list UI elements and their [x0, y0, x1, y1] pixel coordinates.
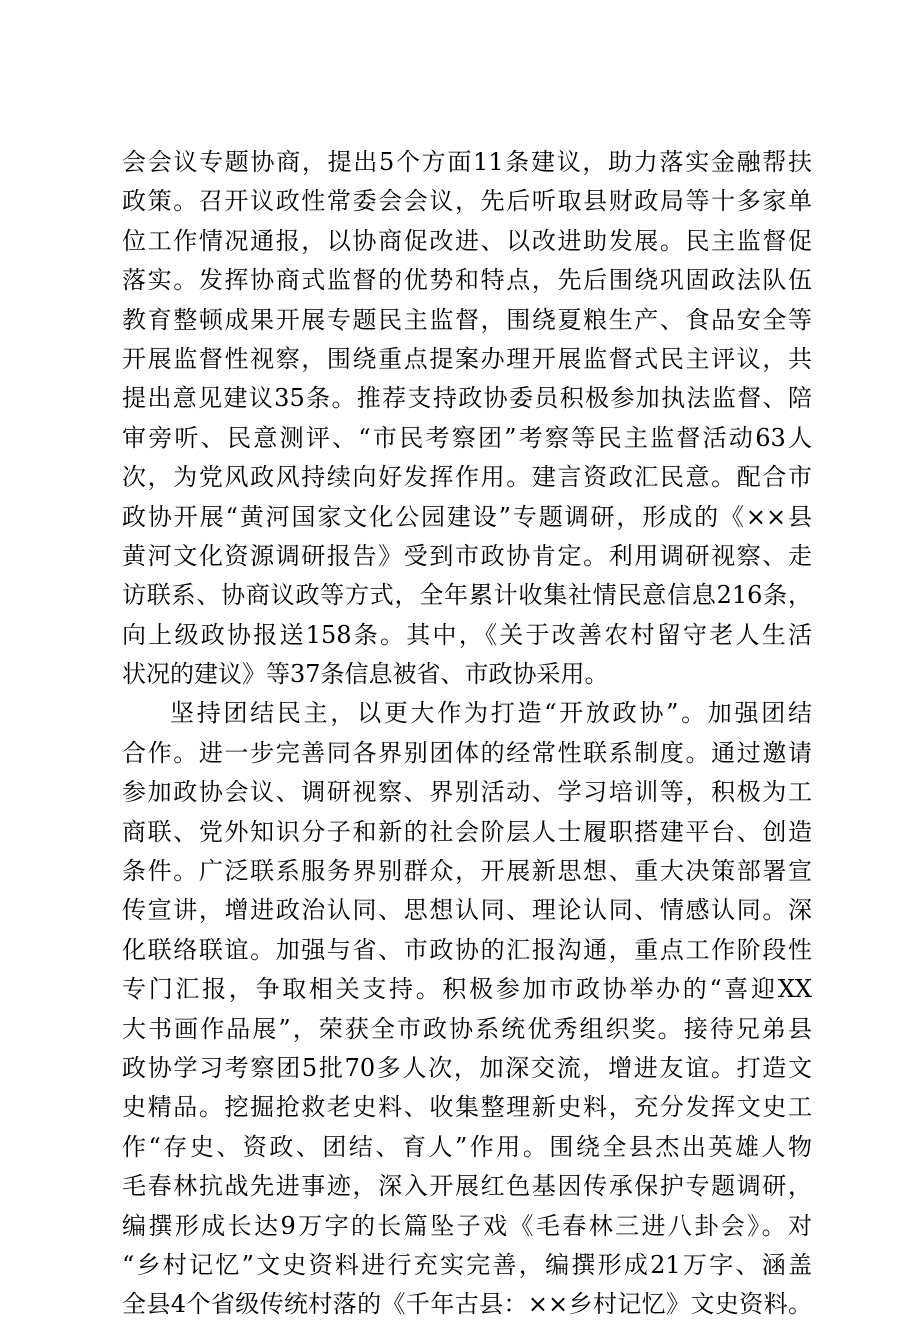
text-line: 向上级政协报送158条。其中，《关于改善农村留守老人生活	[122, 620, 812, 649]
text-line: 审旁听、民意测评、“市民考察团”考察等民主监督活动63人	[122, 423, 812, 452]
text-line: 次，为党风政风持续向好发挥作用。建言资政汇民意。配合市	[122, 463, 812, 492]
text-line: 作“存史、资政、团结、育人”作用。围绕全县杰出英雄人物	[122, 1132, 812, 1161]
text-line: 商联、党外知识分子和新的社会阶层人士履职搭建平台、创造	[122, 817, 812, 846]
text-line: 条件。广泛联系服务界别群众，开展新思想、重大决策部署宣	[122, 857, 812, 886]
text-line: 大书画作品展”，荣获全市政协系统优秀组织奖。接待兄弟县	[122, 1014, 812, 1043]
text-line: 教育整顿成果开展专题民主监督，围绕夏粮生产、食品安全等	[122, 305, 812, 334]
body-text	[122, 143, 812, 1325]
text-line: 编撰形成长达9万字的长篇坠子戏《毛春林三进八卦会》。对	[122, 1211, 812, 1240]
text-line: 政协开展“黄河国家文化公园建设”专题调研，形成的《××县	[122, 502, 812, 531]
text-line: 毛春林抗战先进事迹，深入开展红色基因传承保护专题调研，	[122, 1172, 812, 1201]
text-line: 全县4个省级传统村落的《千年古县：××乡村记忆》文史资料。	[122, 1290, 812, 1319]
text-line: 落实。发挥协商式监督的优势和特点，先后围绕巩固政法队伍	[122, 266, 812, 295]
text-line: 访联系、协商议政等方式，全年累计收集社情民意信息216条，	[122, 581, 812, 610]
text-line: 史精品。挖掘抢救老史料、收集整理新史料，充分发挥文史工	[122, 1093, 812, 1122]
paragraph-first-line: 坚持团结民主，以更大作为打造“开放政协”。加强团结	[170, 699, 812, 728]
text-line: 提出意见建议35条。推荐支持政协委员积极参加执法监督、陪	[122, 384, 812, 413]
text-line: 参加政协会议、调研视察、界别活动、学习培训等，积极为工	[122, 778, 812, 807]
text-line: 化联络联谊。加强与省、市政协的汇报沟通，重点工作阶段性	[122, 935, 812, 964]
text-line: 黄河文化资源调研报告》受到市政协肯定。利用调研视察、走	[122, 541, 812, 570]
text-line: 政协学习考察团5批70多人次，加深交流，增进友谊。打造文	[122, 1053, 812, 1082]
text-line: 开展监督性视察，围绕重点提案办理开展监督式民主评议，共	[122, 344, 812, 373]
text-line: 传宣讲，增进政治认同、思想认同、理论认同、情感认同。深	[122, 896, 812, 925]
text-line: 状况的建议》等37条信息被省、市政协采用。	[122, 660, 609, 689]
text-line: 位工作情况通报，以协商促改进、以改进助发展。民主监督促	[122, 226, 812, 255]
text-line: “乡村记忆”文史资料进行充实完善，编撰形成21万字、涵盖	[122, 1250, 812, 1279]
text-line: 政策。召开议政性常委会会议，先后听取县财政局等十多家单	[122, 187, 812, 216]
text-line: 合作。进一步完善同各界别团体的经常性联系制度。通过邀请	[122, 738, 812, 767]
text-line: 会会议专题协商，提出5个方面11条建议，助力落实金融帮扶	[122, 148, 812, 176]
text-line: 专门汇报，争取相关支持。积极参加市政协举办的“喜迎XX	[122, 975, 812, 1004]
